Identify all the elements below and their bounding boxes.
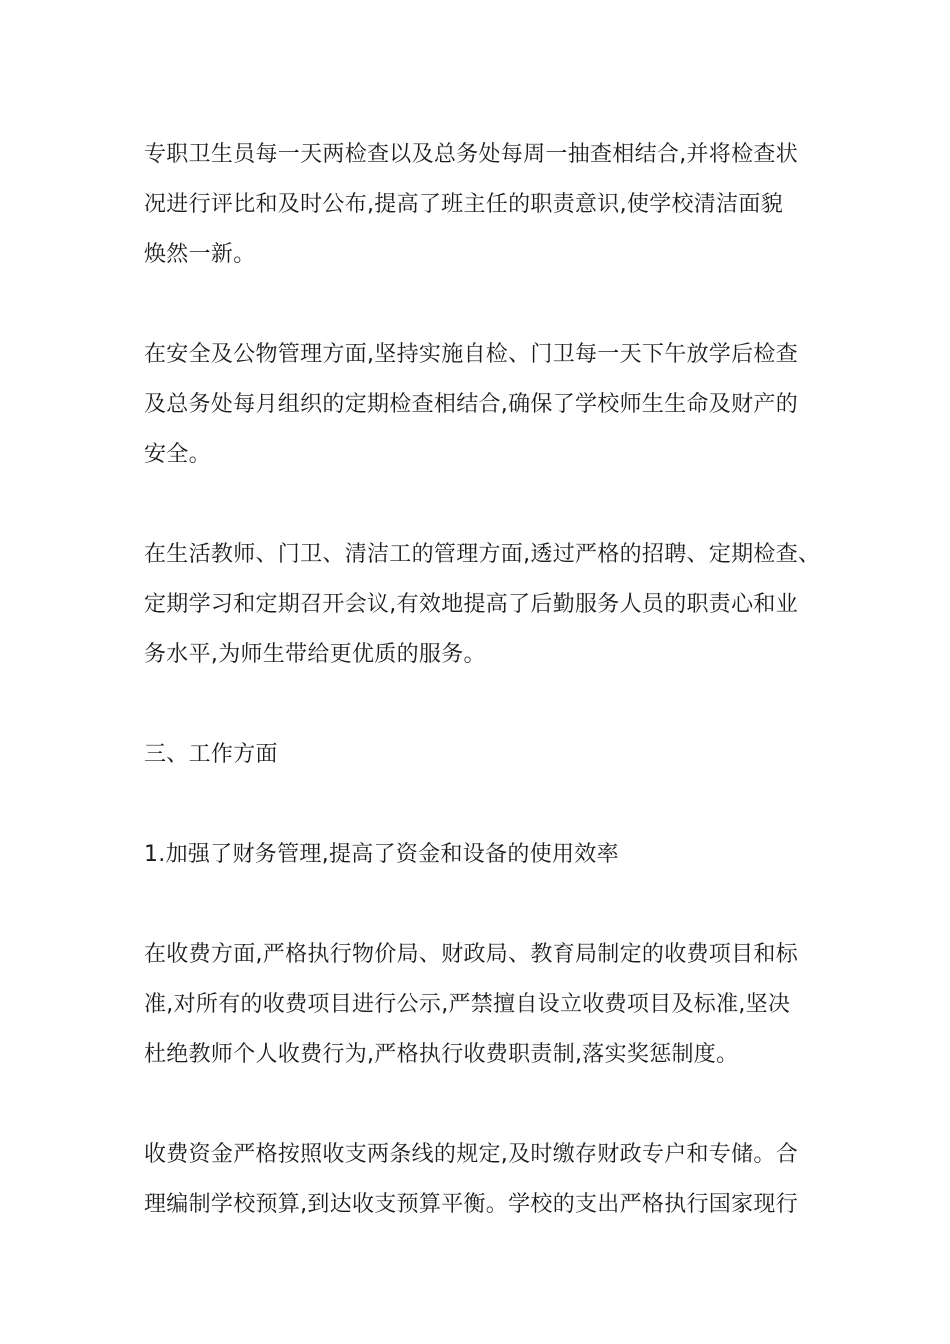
text-line: 专职卫生员每一天两检查以及总务处每周一抽查相结合,并将检查状 xyxy=(144,142,798,167)
text-line: 在收费方面,严格执行物价局、财政局、教育局制定的收费项目和标 xyxy=(144,942,798,967)
heading-text: 三、工作方面 xyxy=(144,742,278,767)
text-line: 杜绝教师个人收费行为,严格执行收费职责制,落实奖惩制度。 xyxy=(144,1042,739,1067)
text-line: 准,对所有的收费项目进行公示,严禁擅自设立收费项目及标准,坚决 xyxy=(144,992,791,1017)
paragraph-sanitation xyxy=(144,130,812,280)
text-line: 务水平,为师生带给更优质的服务。 xyxy=(144,642,486,667)
text-line: 收费资金严格按照收支两条线的规定,及时缴存财政专户和专储。合 xyxy=(144,1142,798,1167)
text-line: 在安全及公物管理方面,坚持实施自检、门卫每一天下午放学后检查 xyxy=(144,342,798,367)
text-line: 焕然一新。 xyxy=(144,242,256,267)
text-line: 安全。 xyxy=(144,442,211,467)
section-heading xyxy=(144,730,812,780)
subsection-heading xyxy=(144,830,812,880)
text-line: 在生活教师、门卫、清洁工的管理方面,透过严格的招聘、定期检查、 xyxy=(144,542,821,567)
heading-text: 1.加强了财务管理,提高了资金和设备的使用效率 xyxy=(144,842,619,867)
paragraph-fees xyxy=(144,930,812,1080)
paragraph-staff-management xyxy=(144,530,821,680)
text-line: 理编制学校预算,到达收支预算平衡。学校的支出严格执行国家现行 xyxy=(144,1192,798,1217)
paragraph-fee-funds xyxy=(144,1130,812,1230)
text-line: 况进行评比和及时公布,提高了班主任的职责意识,使学校清洁面貌 xyxy=(144,192,783,217)
text-line: 及总务处每月组织的定期检查相结合,确保了学校师生生命及财产的 xyxy=(144,392,798,417)
paragraph-safety xyxy=(144,330,812,480)
document-body xyxy=(144,130,821,1280)
text-line: 定期学习和定期召开会议,有效地提高了后勤服务人员的职责心和业 xyxy=(144,592,798,617)
